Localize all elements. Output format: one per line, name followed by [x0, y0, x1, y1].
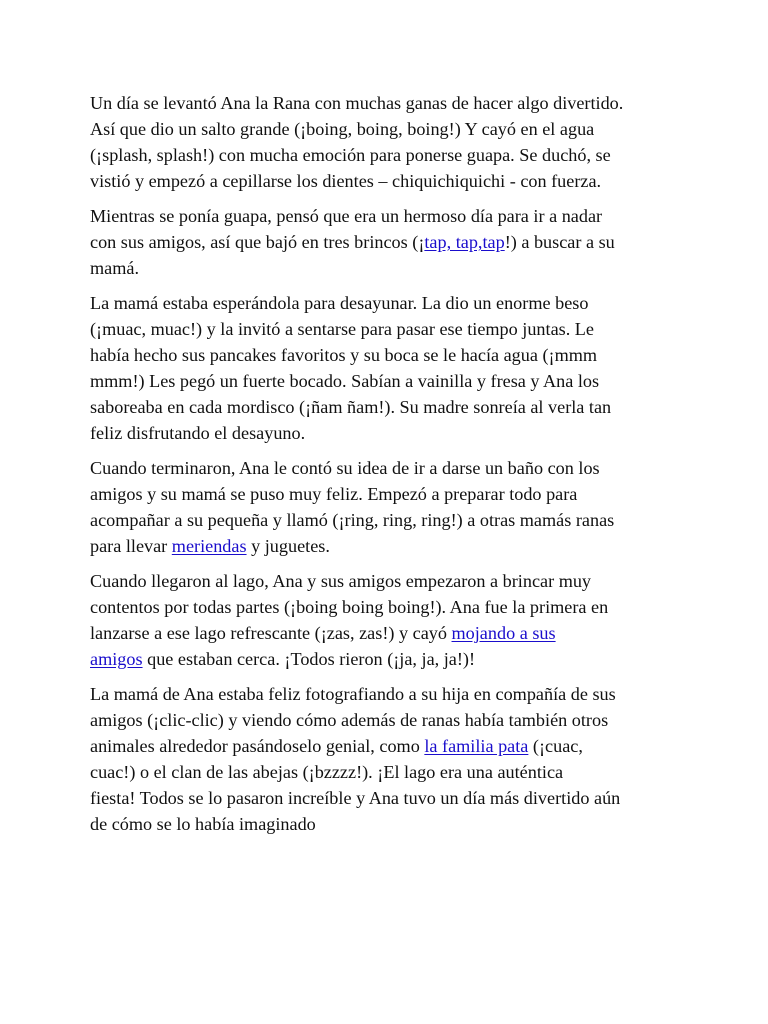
- paragraph-text: Cuando llegaron al lago, Ana y sus amigos empezaron a brincar muy contentos por todas partes (¡boing boing boing!). Ana fue la primera en lanzarse a ese lago refrescante (¡zas, zas!) y cayó: [90, 571, 609, 643]
- link-meriendas[interactable]: meriendas: [171, 536, 247, 556]
- paragraph-text: La mamá de Ana estaba feliz fotografiando a su hija en compañía de sus amigos (¡clic-clic) y viendo cómo además de ranas había también otros animales alrededor pasándoselo genial, como: [90, 684, 616, 756]
- paragraph-text: que estaban cerca. ¡Todos rieron (¡ja, ja, ja!)!: [142, 649, 476, 669]
- paragraph-1: [90, 90, 700, 194]
- paragraph-6: [90, 681, 700, 837]
- link-tap-tap-tap[interactable]: tap, tap,tap: [424, 232, 505, 252]
- paragraph-4: [90, 455, 700, 559]
- paragraph-text: y juguetes.: [246, 536, 330, 556]
- document-page: [90, 90, 700, 846]
- paragraph-2: [90, 203, 700, 281]
- paragraph-text: Un día se levantó Ana la Rana con muchas ganas de hacer algo divertido. Así que dio un salto grande (¡boing, boing, boing!) Y cayó en el agua (¡splash, splash!) con mucha emoción para ponerse guapa. Se duchó, se vistió y empezó a cepillarse los dientes – chiquichiquichi - con fuerza.: [90, 93, 624, 191]
- link-mojando-a-sus-amigos[interactable]: mojando a sus amigos: [90, 623, 556, 669]
- paragraph-5: [90, 568, 700, 672]
- paragraph-text: Mientras se ponía guapa, pensó que era un hermoso día para ir a nadar con sus amigos, así que bajó en tres brincos (¡: [90, 206, 603, 252]
- paragraph-text: La mamá estaba esperándola para desayunar. La dio un enorme beso (¡muac, muac!) y la invitó a sentarse para pasar ese tiempo juntas. Le había hecho sus pancakes favoritos y su boca se le hacía agua (¡mmm mmm!) Les pegó un fuerte bocado. Sabían a vainilla y fresa y Ana los saboreaba en cada mordisco (¡ñam ñam!). Su madre sonreía al verla tan feliz disfrutando el desayuno.: [90, 293, 612, 443]
- paragraph-text: Cuando terminaron, Ana le contó su idea de ir a darse un baño con los amigos y su mamá se puso muy feliz. Empezó a preparar todo para acompañar a su pequeña y llamó (¡ring, ring, ring!) a otras mamás ranas para llevar: [90, 458, 615, 556]
- paragraph-text: (¡cuac, cuac!) o el clan de las abejas (¡bzzzz!). ¡El lago era una auténtica fiesta! Todos se lo pasaron increíble y Ana tuvo un día más divertido aún de cómo se lo había imaginado: [90, 736, 621, 834]
- paragraph-text: !) a buscar a su mamá.: [90, 232, 615, 278]
- link-la-familia-pata[interactable]: la familia pata: [424, 736, 529, 756]
- paragraph-3: [90, 290, 700, 446]
